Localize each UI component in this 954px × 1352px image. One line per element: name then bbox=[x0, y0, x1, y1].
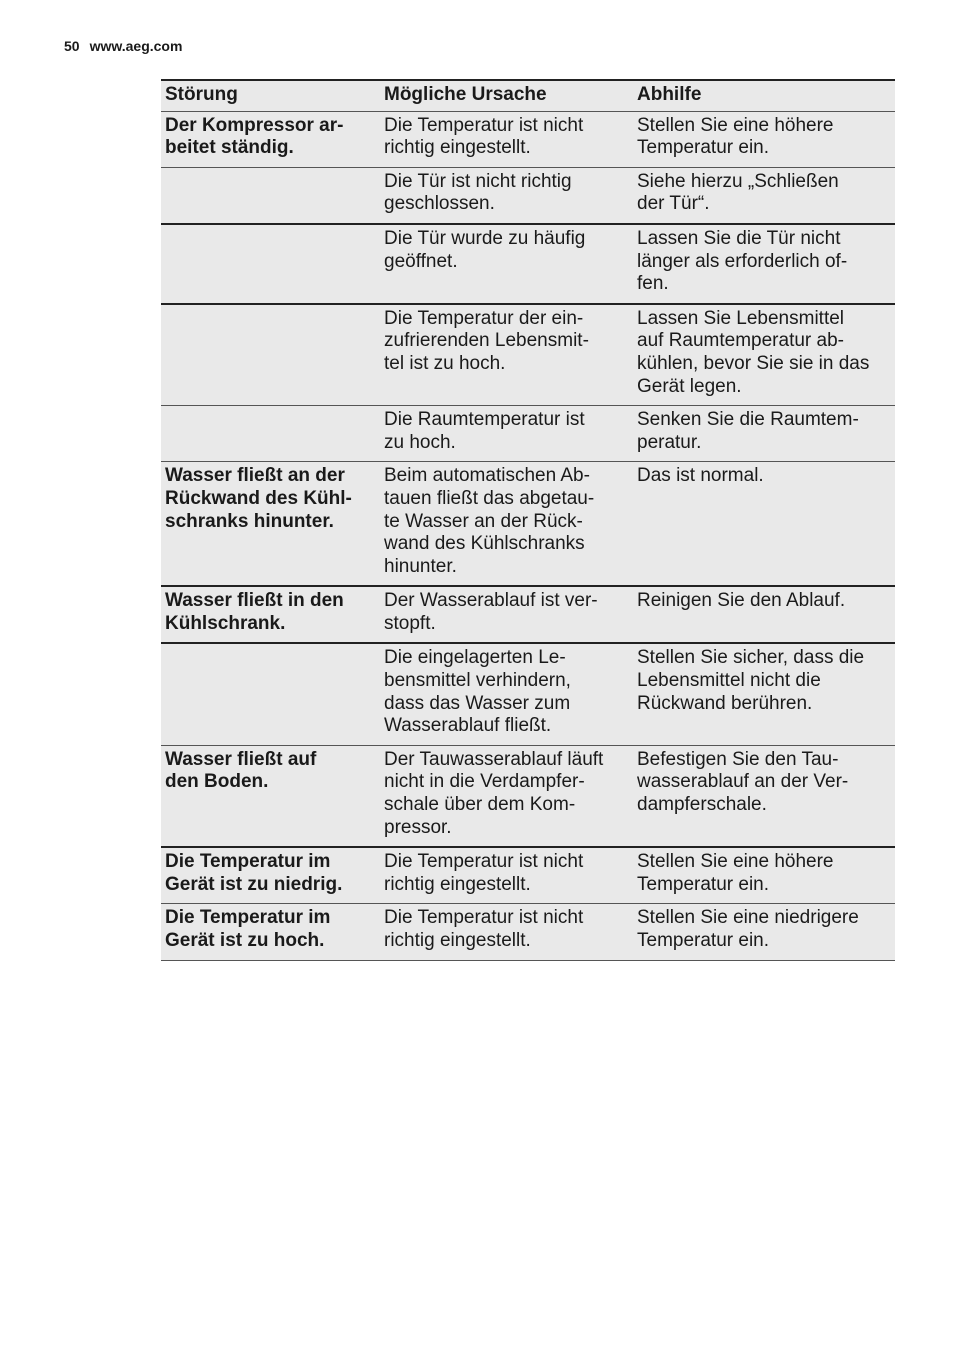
cell-line: Die Temperatur im bbox=[165, 907, 331, 929]
table-row bbox=[161, 745, 895, 847]
table-body bbox=[161, 111, 895, 960]
cell-line: peratur. bbox=[637, 431, 702, 453]
cell-line: tel ist zu hoch. bbox=[384, 352, 506, 374]
column-header-abhilfe: Abhilfe bbox=[633, 80, 895, 111]
cause-cell bbox=[380, 643, 633, 745]
remedy-cell bbox=[633, 904, 895, 960]
table-row bbox=[161, 304, 895, 406]
cell-line: den Boden. bbox=[165, 771, 269, 793]
cell-line: wasserablauf an der Ver- bbox=[637, 771, 849, 793]
cell-line: Der Tauwasserablauf läuft bbox=[384, 748, 604, 770]
cell-line: Wasserablauf fließt. bbox=[384, 715, 552, 737]
cell-line: wand des Kühlschranks bbox=[384, 533, 585, 555]
cell-line: Stellen Sie eine höhere bbox=[637, 114, 834, 136]
cell-line: Lassen Sie Lebensmittel bbox=[637, 307, 845, 329]
cell-line: Lassen Sie die Tür nicht bbox=[637, 227, 841, 249]
cell-line: bensmittel verhindern, bbox=[384, 670, 571, 692]
cell-line: nicht in die Verdampfer- bbox=[384, 771, 585, 793]
symptom-cell bbox=[161, 167, 380, 224]
cell-line: Beim automatischen Ab- bbox=[384, 465, 590, 487]
remedy-cell bbox=[633, 643, 895, 745]
remedy-cell bbox=[633, 847, 895, 904]
cell-line: pressor. bbox=[384, 816, 452, 838]
cell-line: schranks hinunter. bbox=[165, 510, 334, 532]
cell-line: richtig eingestellt. bbox=[384, 137, 531, 159]
remedy-cell bbox=[633, 111, 895, 167]
table-row bbox=[161, 586, 895, 643]
cell-line: Senken Sie die Raumtem- bbox=[637, 409, 859, 431]
cell-line: zu hoch. bbox=[384, 431, 456, 453]
remedy-cell bbox=[633, 304, 895, 406]
column-header-ursache: Mögliche Ursache bbox=[380, 80, 633, 111]
cell-line: richtig eingestellt. bbox=[384, 930, 531, 951]
table-row bbox=[161, 462, 895, 586]
cell-line: Temperatur ein. bbox=[637, 873, 770, 895]
table-header-row bbox=[161, 80, 895, 111]
cause-cell bbox=[380, 167, 633, 224]
symptom-cell bbox=[161, 111, 380, 167]
cause-cell bbox=[380, 847, 633, 904]
cause-cell bbox=[380, 462, 633, 586]
cell-line: Kühlschrank. bbox=[165, 612, 286, 634]
troubleshooting-table bbox=[161, 79, 895, 961]
cell-line: Rückwand berühren. bbox=[637, 692, 813, 714]
cause-cell bbox=[380, 224, 633, 304]
cause-cell bbox=[380, 586, 633, 643]
symptom-cell bbox=[161, 904, 380, 960]
column-header-stoerung: Störung bbox=[161, 80, 380, 111]
remedy-cell bbox=[633, 586, 895, 643]
cell-line: länger als erforderlich of- bbox=[637, 250, 848, 272]
table-row bbox=[161, 111, 895, 167]
symptom-cell bbox=[161, 406, 380, 462]
cell-line: der Tür“. bbox=[637, 193, 710, 215]
cell-line: Stellen Sie eine höhere bbox=[637, 851, 834, 873]
cell-line: Der Kompressor ar- bbox=[165, 114, 344, 136]
symptom-cell bbox=[161, 745, 380, 847]
cell-line: Rückwand des Kühl- bbox=[165, 487, 352, 509]
cause-cell bbox=[380, 406, 633, 462]
table-row bbox=[161, 847, 895, 904]
cell-line: dass das Wasser zum bbox=[384, 692, 571, 714]
symptom-cell bbox=[161, 304, 380, 406]
remedy-cell bbox=[633, 167, 895, 224]
cell-line: stopft. bbox=[384, 612, 436, 634]
table-row bbox=[161, 643, 895, 745]
cell-line: Temperatur ein. bbox=[637, 930, 770, 951]
cell-line: Gerät ist zu hoch. bbox=[165, 930, 325, 951]
cell-line: Wasser fließt an der bbox=[165, 465, 345, 487]
table-row bbox=[161, 224, 895, 304]
cell-line: tauen fließt das abgetau- bbox=[384, 487, 595, 509]
symptom-cell bbox=[161, 586, 380, 643]
cell-line: Die Tür wurde zu häufig bbox=[384, 227, 586, 249]
cell-line: kühlen, bevor Sie sie in das bbox=[637, 352, 870, 374]
cause-cell bbox=[380, 304, 633, 406]
cell-line: Wasser fließt in den bbox=[165, 590, 344, 612]
remedy-cell bbox=[633, 745, 895, 847]
cell-line: Gerät ist zu niedrig. bbox=[165, 873, 343, 895]
cell-line: Stellen Sie eine niedrigere bbox=[637, 907, 859, 929]
cell-line: geschlossen. bbox=[384, 193, 495, 215]
cell-line: zufrierenden Lebensmit- bbox=[384, 330, 589, 352]
cell-line: Temperatur ein. bbox=[637, 137, 770, 159]
table-row bbox=[161, 167, 895, 224]
cell-line: Stellen Sie sicher, dass die bbox=[637, 647, 865, 669]
symptom-cell bbox=[161, 643, 380, 745]
page-number: 50 bbox=[64, 38, 80, 54]
symptom-cell bbox=[161, 224, 380, 304]
cell-line: auf Raumtemperatur ab- bbox=[637, 330, 844, 352]
cell-line: Befestigen Sie den Tau- bbox=[637, 748, 839, 770]
cell-line: Die Raumtemperatur ist bbox=[384, 409, 585, 431]
cell-line: Die Tür ist nicht richtig bbox=[384, 170, 572, 192]
remedy-cell bbox=[633, 406, 895, 462]
cell-line: Die Temperatur ist nicht bbox=[384, 907, 584, 929]
cell-line: dampferschale. bbox=[637, 794, 767, 816]
cell-line: Siehe hierzu „Schließen bbox=[637, 170, 839, 192]
cause-cell bbox=[380, 904, 633, 960]
cell-line: Die Temperatur der ein- bbox=[384, 307, 584, 329]
cause-cell bbox=[380, 111, 633, 167]
remedy-cell bbox=[633, 462, 895, 586]
table-row bbox=[161, 904, 895, 960]
cell-line: geöffnet. bbox=[384, 250, 458, 272]
table-row bbox=[161, 406, 895, 462]
symptom-cell bbox=[161, 847, 380, 904]
website-url: www.aeg.com bbox=[89, 38, 183, 54]
symptom-cell bbox=[161, 462, 380, 586]
cell-line: Die Temperatur ist nicht bbox=[384, 851, 584, 873]
cell-line: Die Temperatur im bbox=[165, 851, 331, 873]
cell-line: Der Wasserablauf ist ver- bbox=[384, 590, 598, 612]
cell-line: richtig eingestellt. bbox=[384, 873, 531, 895]
cell-line: Das ist normal. bbox=[637, 465, 764, 487]
cell-line: Lebensmittel nicht die bbox=[637, 670, 821, 692]
cell-line: Gerät legen. bbox=[637, 375, 742, 397]
cell-line: Wasser fließt auf bbox=[165, 748, 317, 770]
remedy-cell bbox=[633, 224, 895, 304]
cell-line: Die Temperatur ist nicht bbox=[384, 114, 584, 136]
cell-line: Die eingelagerten Le- bbox=[384, 647, 566, 669]
cell-line: schale über dem Kom- bbox=[384, 794, 576, 816]
cell-line: te Wasser an der Rück- bbox=[384, 510, 583, 532]
cause-cell bbox=[380, 745, 633, 847]
cell-line: beitet ständig. bbox=[165, 137, 294, 159]
cell-line: hinunter. bbox=[384, 555, 457, 577]
page-header bbox=[64, 38, 182, 54]
cell-line: Reinigen Sie den Ablauf. bbox=[637, 590, 846, 612]
cell-line: fen. bbox=[637, 273, 669, 295]
